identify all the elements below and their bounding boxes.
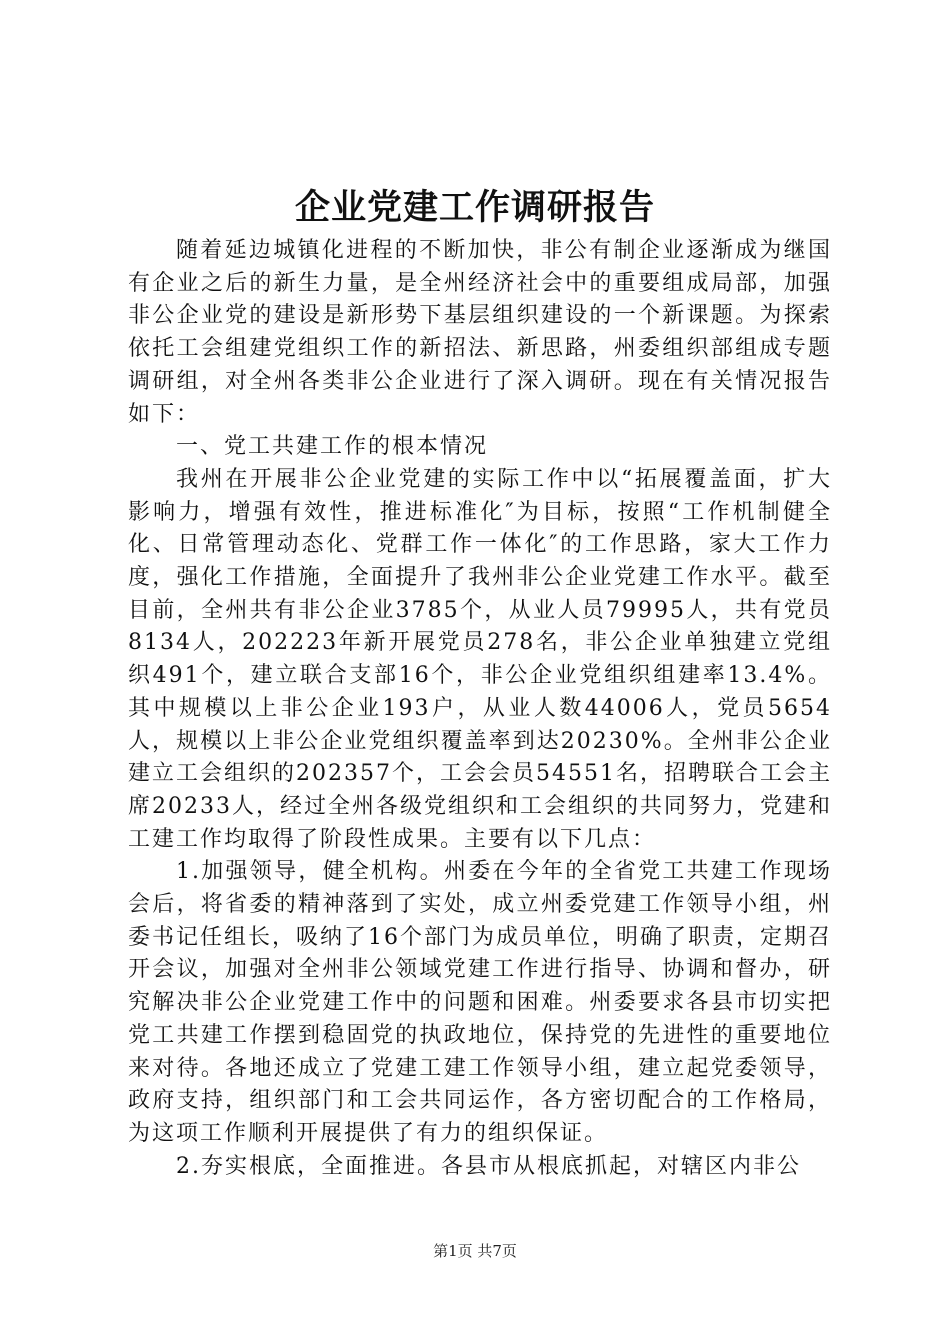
page-number-footer: 第1页 共7页 — [433, 1242, 517, 1260]
paragraph-intro: 随着延边城镇化进程的不断加快，非公有制企业逐渐成为继国有企业之后的新生力量，是全州经济社会中的重要组成局部，加强非公企业党的建设是新形势下基层组织建设的一个新课题。为探索依托工会组建党组织工作的新招法、新思路，州委组织部组成专题调研组，对全州各类非公企业进行了深入调研。现在有关情况报告如下： — [128, 238, 832, 427]
paragraph-point-1: 1.加强领导，健全机构。州委在今年的全省党工共建工作现场会后，将省委的精神落到了实处，成立州委党建工作领导小组，州委书记任组长，吸纳了16个部门为成员单位，明确了职责，定期召开会议，加强对全州非公领域党建工作进行指导、协调和督办，研究解决非公企业党建工作中的问题和困难。州委要求各县市切实把党工共建工作摆到稳固党的执政地位，保持党的先进性的重要地位来对待。各地还成立了党建工建工作领导小组，建立起党委领导，政府支持，组织部门和工会共同运作，各方密切配合的工作格局，为这项工作顺利开展提供了有力的组织保证。 — [128, 859, 832, 1146]
paragraph-overview: 我州在开展非公企业党建的实际工作中以“拓展覆盖面，扩大影响力，增强有效性，推进标准化″为目标，按照“工作机制健全化、日常管理动态化、党群工作一体化″的工作思路，家大工作力度，强化工作措施，全面提升了我州非公企业党建工作水平。截至目前，全州共有非公企业3785个，从业人员79995人，共有党员8134人，202223年新开展党员278名，非公企业单独建立党组织491个，建立联合支部16个，非公企业党组织组建率13.4%。其中规模以上非公企业193户，从业人数44006人，党员5654人，规模以上非公企业党组织覆盖率到达20230%。全州非公企业建立工会组织的202357个，工会会员54551名，招聘联合工会主席20233人，经过全州各级党组织和工会组织的共同努力，党建和工建工作均取得了阶段性成果。主要有以下几点： — [128, 466, 832, 852]
paragraph-point-2: 2.夯实根底，全面推进。各县市从根底抓起，对辖区内非公 — [176, 1153, 801, 1179]
section-heading: 一、党工共建工作的根本情况 — [176, 434, 489, 460]
document-title: 企业党建工作调研报告 — [294, 188, 655, 228]
document-body — [128, 235, 832, 1183]
